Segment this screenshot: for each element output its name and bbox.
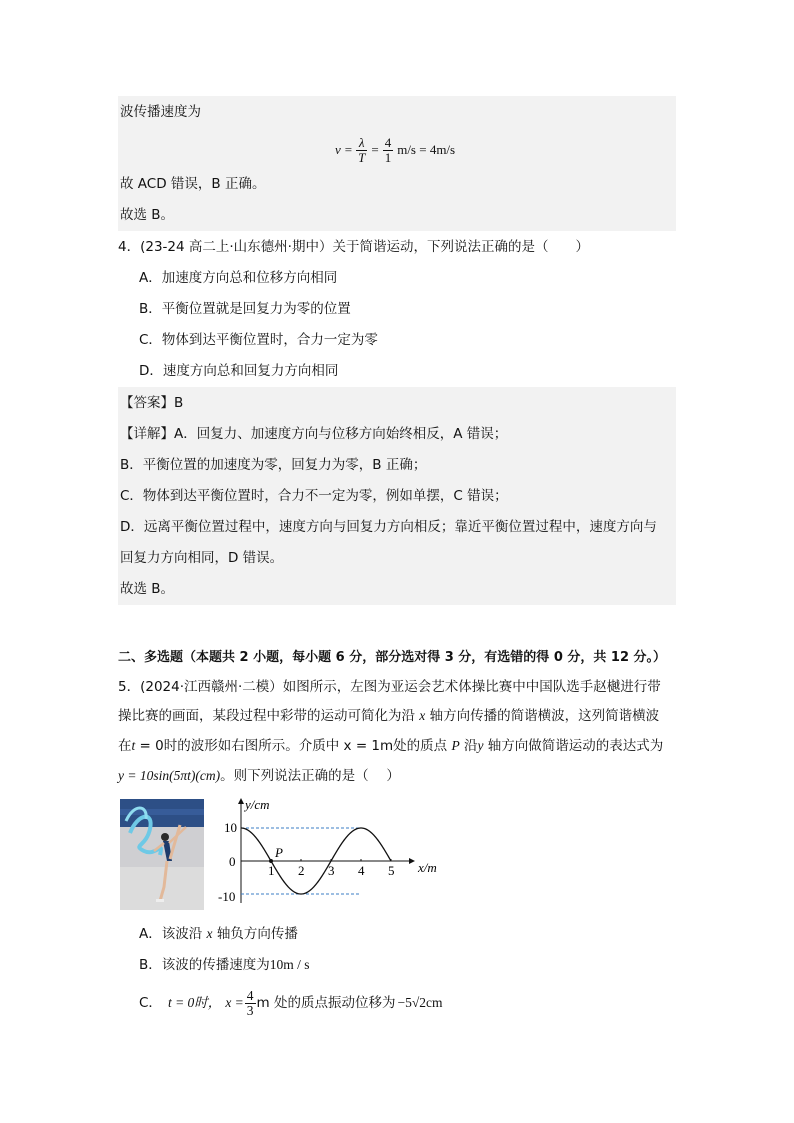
detail-label: 【详解】	[120, 426, 174, 442]
y-tick-0: 0	[229, 854, 236, 869]
q5-line3-p: P	[451, 738, 460, 753]
y-tick-neg10: -10	[218, 889, 236, 904]
wave-graph	[218, 795, 450, 911]
point-p-label: P	[275, 845, 283, 860]
q4-detail-d1: D．远离平衡位置过程中，速度方向与回复力方向相反；靠近平衡位置过程中，速度方向与	[120, 519, 657, 535]
speed-intro: 波传播速度为	[120, 104, 201, 120]
prev-conclusion: 故 ACD 错误，B 正确。	[120, 176, 266, 192]
x-axis-label: x/m	[418, 860, 437, 875]
q4-detail-c: C．物体到达平衡位置时，合力不一定为零，例如单摆，C 错误；	[120, 488, 508, 504]
q4-detail-b: B．平衡位置的加速度为零，回复力为零，B 正确；	[120, 457, 427, 473]
q4-option-b: B．平衡位置就是回复力为零的位置	[139, 301, 351, 317]
eq-fraction-lambda-T	[356, 136, 367, 165]
q5-option-c-mid: m 处的质点振动位移为	[256, 995, 396, 1011]
x-tick-5: 5	[388, 863, 395, 878]
q5-option-b-val: 10m / s	[269, 957, 310, 972]
answer-label: 【答案】	[120, 395, 174, 411]
q5-line3-t: t	[131, 738, 136, 753]
y-tick-10: 10	[224, 820, 237, 835]
wave-chart-svg	[218, 795, 450, 907]
eq-equals-1: =	[344, 142, 353, 157]
q5-line3-b: = 0时的波形如右图所示。介质中 x = 1m处的质点	[135, 738, 452, 754]
eq-num-4: 4	[384, 134, 392, 150]
eq-T: T	[358, 149, 366, 165]
eq-tail: m/s = 4m/s	[397, 142, 456, 157]
answer-value: B	[174, 395, 184, 411]
q4-detail-d2: 回复力方向相同，D 错误。	[120, 550, 284, 566]
detail-a-text: A．回复力、加速度方向与位移方向始终相反，A 错误；	[174, 426, 508, 442]
q5-line3-c: 沿	[459, 738, 478, 754]
q5-option-a-x: x	[206, 926, 213, 941]
q5-line4	[118, 766, 400, 786]
eq-fraction-4-1	[383, 136, 394, 165]
q4-option-c: C．物体到达平衡位置时，合力一定为零	[139, 332, 378, 348]
speed-equation	[335, 130, 455, 170]
q5-option-b	[139, 955, 310, 975]
q5-line3-d: 轴方向做简谐运动的表达式为	[483, 738, 664, 754]
q4-stem: 4．(23-24 高二上·山东德州·期中）关于简谐运动，下列说法正确的是（ ）	[118, 239, 589, 255]
q4-select: 故选 B。	[120, 581, 175, 597]
q5-option-c-x: x =	[225, 995, 244, 1010]
q5-frac-den: 3	[246, 1002, 254, 1018]
q4-option-a: A．加速度方向总和位移方向相同	[139, 270, 338, 286]
q5-line2	[118, 706, 659, 726]
q4-option-d: D．速度方向总和回复力方向相同	[139, 363, 339, 379]
q5-line3-a: 在	[118, 738, 132, 754]
x-tick-4: 4	[358, 863, 365, 878]
q5-line2-x: x	[419, 708, 426, 723]
x-tick-1: 1	[268, 863, 275, 878]
gymnast-photo	[120, 799, 204, 910]
q5-option-a-pre: A．该波沿	[139, 926, 207, 942]
q4-answer	[120, 393, 183, 413]
q5-option-a	[139, 924, 298, 944]
q5-frac-num: 4	[246, 987, 254, 1003]
q5-option-c-t: t = 0时，	[167, 995, 222, 1010]
eq-v: v	[335, 142, 341, 157]
x-tick-2: 2	[298, 863, 305, 878]
q4-detail-a	[120, 424, 507, 444]
q5-option-c-val: −5√2cm	[397, 995, 443, 1010]
q5-option-c-pre: C．	[139, 995, 162, 1011]
q5-line3	[118, 736, 663, 756]
prev-select: 故选 B。	[120, 207, 175, 223]
q5-line2-a: 操比赛的画面，某段过程中彩带的运动可简化为沿	[118, 708, 420, 724]
eq-lambda: λ	[356, 136, 367, 151]
q5-line4-b: 。则下列说法正确的是（ ）	[220, 768, 400, 784]
q5-line1: 5．(2024·江西赣州·二模）如图所示，左图为亚运会艺术体操比赛中中国队选手赵樾进行带	[118, 679, 661, 695]
y-axis-label: y/cm	[245, 797, 270, 812]
eq-equals-2: =	[371, 142, 379, 157]
q5-option-a-post: 轴负方向传播	[212, 926, 298, 942]
point-p-marker	[269, 859, 273, 863]
q5-equation: y = 10sin(5πt)(cm)	[118, 768, 221, 783]
section2-heading: 二、多选题（本题共 2 小题，每小题 6 分，部分选对得 3 分，有选错的得 0 分，共 12 分。）	[118, 650, 667, 665]
q5-option-b-pre: B．该波的传播速度为	[139, 957, 270, 973]
q5-option-c-fraction	[245, 989, 256, 1018]
q5-option-c	[139, 986, 443, 1020]
q5-line2-b: 轴方向传播的简谐横波，这列简谐横波	[425, 708, 660, 724]
x-tick-3: 3	[328, 863, 335, 878]
eq-den-1: 1	[384, 149, 392, 165]
q5-line3-y: y	[477, 738, 484, 753]
